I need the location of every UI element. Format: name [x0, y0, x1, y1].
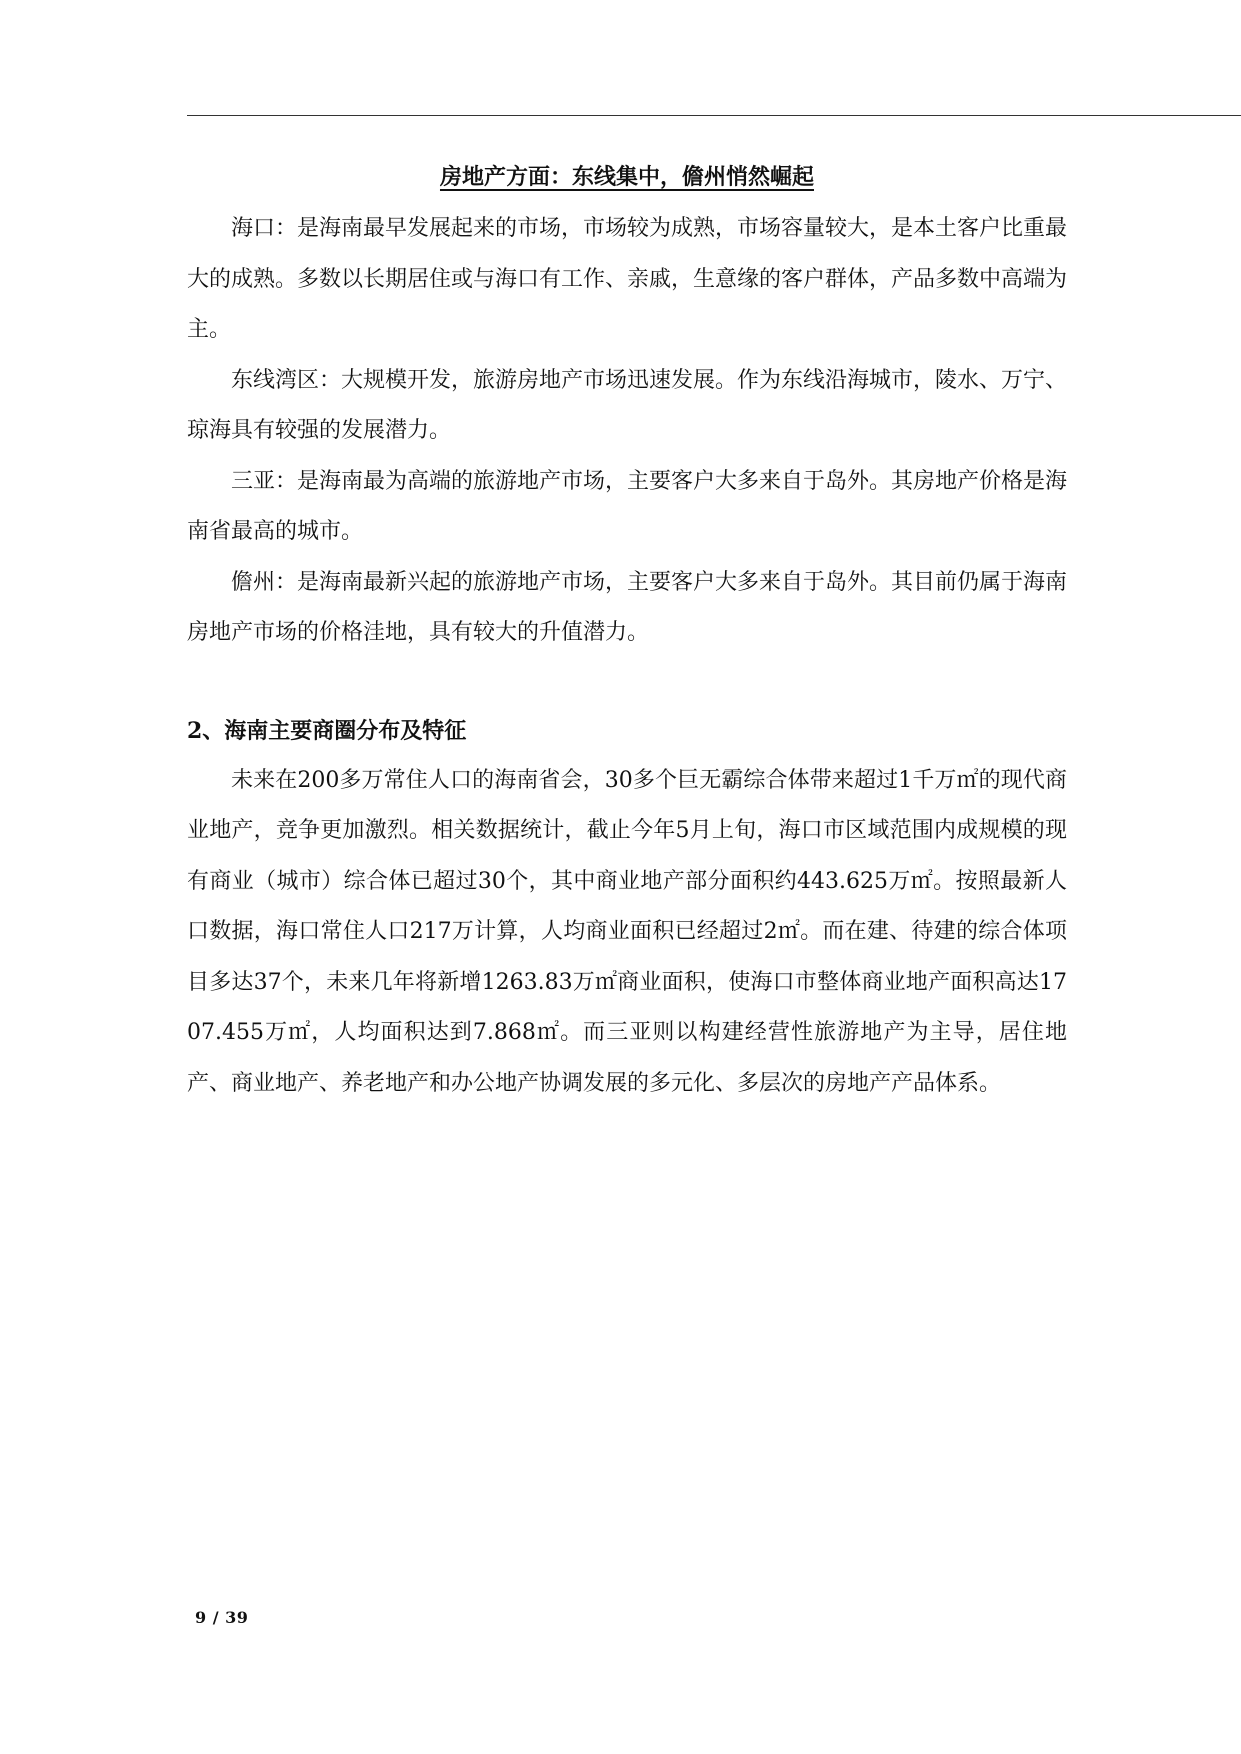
paragraph-sanya: 三亚：是海南最为高端的旅游地产市场，主要客户大多来自于岛外。其房地产价格是海南省最高的城市。 [187, 468, 1068, 544]
document-body [187, 150, 1067, 1109]
paragraph-danzhou: 儋州：是海南最新兴起的旅游地产市场，主要客户大多来自于岛外。其目前仍属于海南房地产市场的价格洼地，具有较大的升值潜力。 [187, 569, 1068, 645]
paragraph-commercial: 未来在200多万常住人口的海南省会，30多个巨无霸综合体带来超过1千万㎡的现代商业地产，竞争更加激烈。相关数据统计，截止今年5月上旬，海口市区域范围内成规模的现有商业（城市）综合体已超过30个，其中商业地产部分面积约443.625万㎡。按照最新人口数据，海口常住人口217万计算，人均商业面积已经超过2㎡。而在建、待建的综合体项目多达37个，未来几年将新增1263.83万㎡商业面积，使海口市整体商业地产面积高达1707.455万㎡，人均面积达到7.868㎡。而三亚则以构建经营性旅游地产为主导，居住地产、商业地产、养老地产和办公地产协调发展的多元化、多层次的房地产产品体系。 [187, 767, 1068, 1096]
heading-commercial-districts: 2、海南主要商圈分布及特征 [187, 717, 467, 744]
paragraph-haikou: 海口：是海南最早发展起来的市场，市场较为成熟，市场容量较大，是本土客户比重最大的成熟。多数以长期居住或与海口有工作、亲戚，生意缘的客户群体，产品多数中高端为主。 [187, 216, 1068, 342]
page-number: 9 / 39 [195, 1608, 249, 1627]
paragraph-east-bay: 东线湾区：大规模开发，旅游房地产市场迅速发展。作为东线沿海城市，陵水、万宁、琼海具有较强的发展潜力。 [187, 367, 1068, 443]
section-title: 房地产方面：东线集中，儋州悄然崛起 [439, 164, 814, 190]
header-rule [187, 115, 1241, 116]
